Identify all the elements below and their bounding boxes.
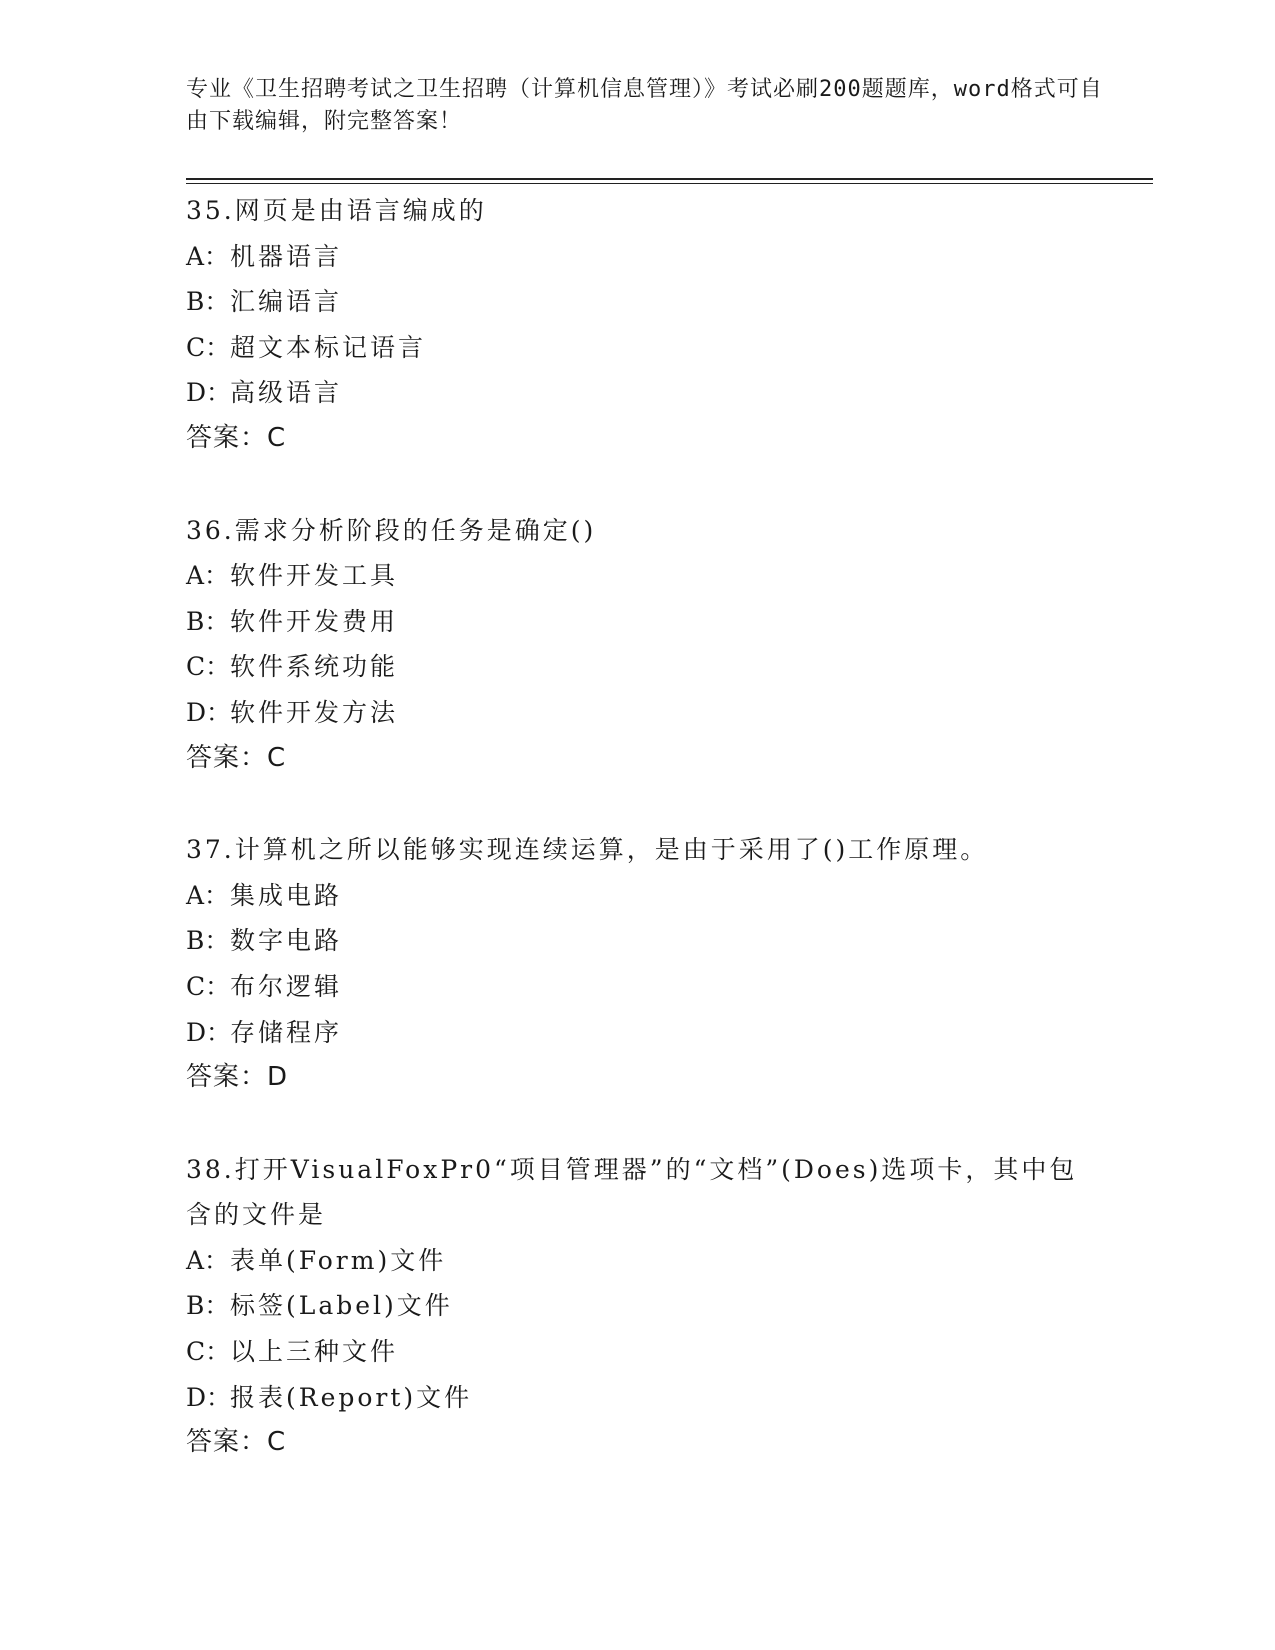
option-d [186, 370, 1086, 416]
option-text: 表单(Form)文件 [230, 1245, 447, 1275]
option-text: 报表(Report)文件 [230, 1382, 473, 1412]
question-block [186, 188, 1086, 462]
option-a [186, 873, 1086, 919]
option-key: A： [186, 880, 230, 910]
question-block [186, 1147, 1086, 1466]
option-key: C： [186, 652, 231, 682]
question-list [186, 188, 1086, 1512]
answer-line: 答案：D [186, 1062, 289, 1093]
question-stem: 35.网页是由语言编成的 [186, 196, 487, 225]
option-key: D： [186, 1382, 232, 1412]
option-text: 布尔逻辑 [230, 971, 343, 1001]
option-a [186, 234, 1086, 280]
option-b [186, 1283, 1086, 1329]
option-key: C： [186, 332, 231, 362]
question-block [186, 827, 1086, 1101]
option-d [186, 1010, 1086, 1056]
option-text: 集成电路 [230, 880, 343, 910]
option-b [186, 918, 1086, 964]
document-header: 专业《卫生招聘考试之卫生招聘（计算机信息管理）》考试必刷200题题库，word格式可自由下载编辑，附完整答案！ [186, 77, 1103, 134]
option-text: 以上三种文件 [230, 1337, 399, 1367]
question-stem: 37.计算机之所以能够实现连续运算，是由于采用了()工作原理。 [186, 835, 989, 865]
question-stem: 36.需求分析阶段的任务是确定() [186, 515, 597, 545]
option-text: 高级语言 [230, 378, 343, 408]
option-c [186, 644, 1086, 690]
option-text: 数字电路 [230, 926, 343, 956]
option-c [186, 964, 1086, 1010]
option-text: 软件系统功能 [230, 652, 399, 682]
option-text: 软件开发工具 [230, 561, 399, 591]
option-key: B： [186, 926, 230, 956]
option-key: A： [186, 241, 230, 271]
option-key: B： [186, 287, 230, 317]
option-key: B： [186, 1291, 230, 1321]
option-text: 超文本标记语言 [230, 332, 427, 362]
option-key: B： [186, 606, 230, 636]
option-b [186, 279, 1086, 325]
option-c [186, 1329, 1086, 1375]
option-d [186, 1375, 1086, 1421]
option-key: D： [186, 697, 232, 727]
option-d [186, 690, 1086, 736]
option-text: 标签(Label)文件 [230, 1291, 453, 1321]
option-text: 软件开发方法 [230, 697, 399, 727]
option-key: C： [186, 971, 231, 1001]
option-key: D： [186, 1017, 232, 1047]
option-key: A： [186, 561, 230, 591]
option-key: A： [186, 1245, 230, 1275]
option-text: 汇编语言 [230, 287, 343, 317]
option-b [186, 599, 1086, 645]
option-text: 软件开发费用 [230, 606, 399, 636]
option-key: C： [186, 1337, 231, 1367]
answer-line: 答案：C [186, 422, 287, 453]
header-divider-thin [186, 183, 1153, 184]
answer-line: 答案：C [186, 1427, 287, 1458]
answer-line: 答案：C [186, 742, 287, 773]
option-a [186, 553, 1086, 599]
header-divider-thick [186, 178, 1153, 180]
option-text: 存储程序 [230, 1017, 343, 1047]
option-a [186, 1238, 1086, 1284]
option-text: 机器语言 [230, 241, 343, 271]
option-key: D： [186, 378, 232, 408]
question-stem: 38.打开VisualFoxPr0“项目管理器”的“文档”(Does)选项卡，其中包含的文件是 [186, 1154, 1078, 1230]
question-block [186, 508, 1086, 782]
option-c [186, 325, 1086, 371]
